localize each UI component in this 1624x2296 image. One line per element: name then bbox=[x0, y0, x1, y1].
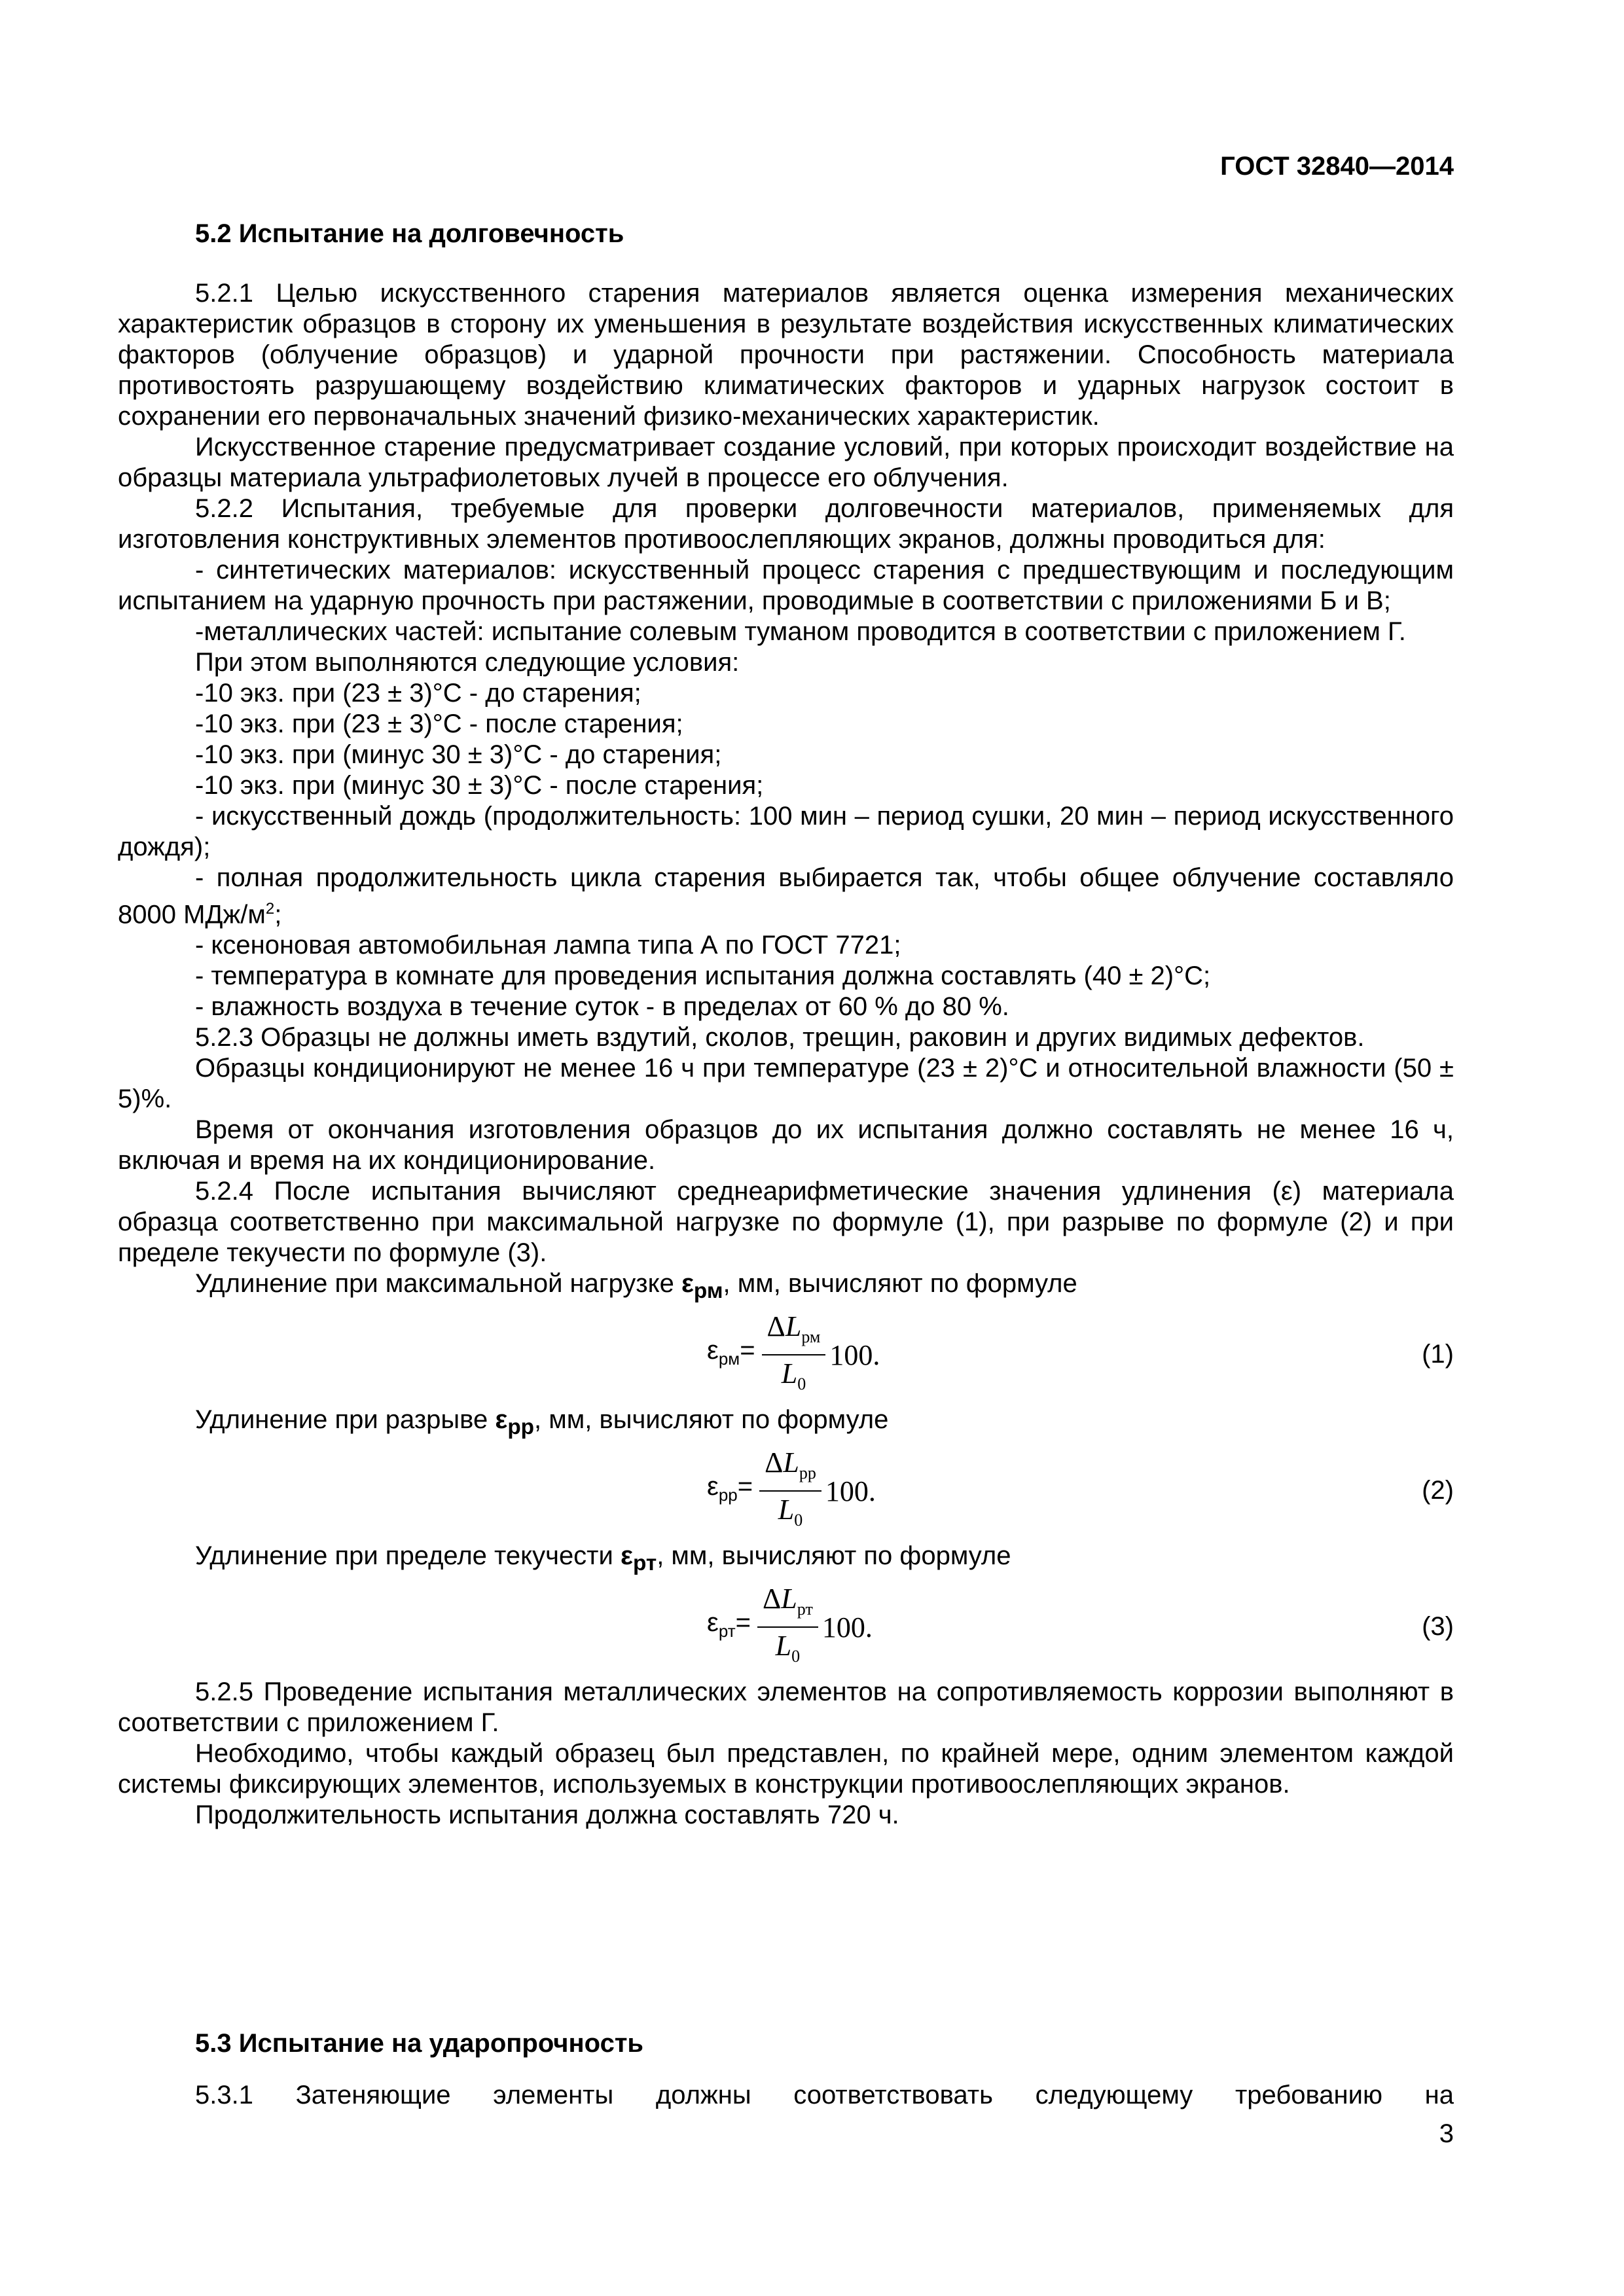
lhs-subscript: рр bbox=[718, 1485, 738, 1505]
paragraph: Время от окончания изготовления образцов до их испытания должно составлять не менее 16 ч, включая и время на их кондиционирование. bbox=[118, 1115, 1454, 1175]
symbol: ε bbox=[495, 1405, 508, 1435]
paragraph: Продолжительность испытания должна составлять 720 ч. bbox=[195, 1801, 899, 1830]
list-item: -10 экз. при (минус 30 ± 3)°С - до старения; bbox=[195, 740, 722, 769]
section-title-5-3: 5.3 Испытание на ударопрочность bbox=[195, 2029, 643, 2058]
numerator bbox=[762, 1311, 826, 1355]
variable: L bbox=[783, 1446, 799, 1479]
text: - полная продолжительность цикла старения выбирается так, чтобы общее облучение составляло 8000 МДж/м bbox=[118, 863, 1454, 929]
subscript: 0 bbox=[797, 1374, 806, 1394]
period: . bbox=[873, 1338, 880, 1371]
paragraph-5-2-3: 5.2.3 Образцы не должны иметь вздутий, сколов, трещин, раковин и других видимых дефектов. bbox=[195, 1023, 1365, 1052]
variable: L bbox=[785, 1310, 802, 1342]
denominator bbox=[776, 1628, 800, 1672]
variable: L bbox=[775, 1630, 792, 1662]
document-code: ГОСТ 32840—2014 bbox=[1220, 152, 1454, 181]
denominator bbox=[782, 1355, 806, 1399]
list-item: -10 экз. при (23 ± 3)°С - после старения; bbox=[195, 709, 683, 738]
formula-intro bbox=[118, 1405, 1454, 1443]
symbol: ε bbox=[681, 1269, 694, 1299]
paragraph: Искусственное старение предусматривает создание условий, при которых происходит воздействие на образцы материала ультрафиолетовых лучей в процессе его облучения. bbox=[118, 433, 1454, 492]
formula-number: (1) bbox=[1422, 1340, 1454, 1369]
equals-sign: = bbox=[737, 1472, 753, 1501]
subscript: рм bbox=[801, 1327, 821, 1346]
lhs-symbol: ε bbox=[707, 1472, 719, 1501]
variable: L bbox=[781, 1582, 797, 1615]
formula-intro bbox=[118, 1268, 1454, 1306]
variable: L bbox=[781, 1357, 798, 1390]
paragraph-5-2-2: 5.2.2 Испытания, требуемые для проверки долговечности материалов, применяемых для изготовления конструктивных элементов противоослепляющих экранов, должны проводиться для: bbox=[118, 494, 1454, 554]
page-number: 3 bbox=[1439, 2119, 1454, 2148]
list-item: - температура в комнате для проведения испытания должна составлять (40 ± 2)°С; bbox=[195, 961, 1211, 991]
formula-expression bbox=[707, 1310, 880, 1394]
symbol-subscript: рм bbox=[693, 1279, 723, 1304]
list-item: - ксеноновая автомобильная лампа типа А по ГОСТ 7721; bbox=[195, 931, 901, 960]
text: ; bbox=[274, 900, 282, 929]
formula-expression bbox=[707, 1446, 876, 1530]
paragraph-5-3-1: 5.3.1 Затеняющие элементы должны соответствовать следующему требованию на bbox=[195, 2081, 1454, 2109]
delta: Δ bbox=[765, 1446, 784, 1479]
text: , мм, вычисляют по формуле bbox=[723, 1269, 1077, 1299]
paragraph-5-2-4: 5.2.4 После испытания вычисляют среднеарифметические значения удлинения (ε) материала образца соответственно при максимальной нагрузке по формуле (1), при разрыве по формуле (2) и при пределе текучести по формуле (3). bbox=[118, 1177, 1454, 1268]
formula-number: (2) bbox=[1422, 1476, 1454, 1505]
factor: 100 bbox=[829, 1338, 873, 1371]
text: Удлинение при разрыве bbox=[195, 1405, 496, 1435]
list-item: -10 экз. при (минус 30 ± 3)°С - после старения; bbox=[195, 771, 764, 800]
delta: Δ bbox=[763, 1582, 782, 1615]
lhs-symbol: ε bbox=[707, 1608, 719, 1638]
numerator bbox=[757, 1583, 818, 1627]
text: , мм, вычисляют по формуле bbox=[534, 1405, 889, 1435]
formula-lhs bbox=[707, 1335, 755, 1374]
symbol: ε bbox=[620, 1541, 633, 1571]
text: Удлинение при пределе текучести bbox=[195, 1541, 621, 1571]
equals-sign: = bbox=[740, 1336, 755, 1365]
factor: 100 bbox=[825, 1475, 869, 1507]
denominator bbox=[778, 1492, 803, 1535]
body-text-block bbox=[118, 2080, 1454, 2111]
list-item: - влажность воздуха в течение суток - в пределах от 60 % до 80 %. bbox=[195, 992, 1009, 1022]
subscript: 0 bbox=[791, 1647, 801, 1666]
formula-lhs bbox=[707, 1471, 753, 1511]
formula-number: (3) bbox=[1422, 1612, 1454, 1641]
factor: 100 bbox=[821, 1611, 865, 1643]
lhs-symbol: ε bbox=[707, 1336, 719, 1365]
period: . bbox=[868, 1475, 876, 1507]
text: Удлинение при максимальной нагрузке bbox=[195, 1269, 681, 1299]
equals-sign: = bbox=[735, 1608, 751, 1638]
formula-2 bbox=[118, 1446, 1454, 1530]
list-item: - синтетических материалов: искусственный процесс старения с предшествующим и последующим испытанием на ударную прочность при растяжении, проводимые в соответствии с приложениями Б и В; bbox=[118, 556, 1454, 615]
paragraph-5-2-1: 5.2.1 Целью искусственного старения материалов является оценка измерения механических характеристик образцов в сторону их уменьшения в результате воздействия искусственных климатических факторов (облучение образцов) и ударной прочности при растяжении. Способность материала противостоять разрушающему воздействию климатических факторов и ударных нагрузок состоит в сохранении его первоначальных значений физико-механических характеристик. bbox=[118, 279, 1454, 431]
formula-1 bbox=[118, 1310, 1454, 1394]
subscript: рр bbox=[799, 1463, 816, 1482]
period: . bbox=[865, 1611, 873, 1643]
lhs-subscript: рм bbox=[718, 1349, 740, 1369]
symbol-subscript: рр bbox=[507, 1415, 535, 1440]
list-item: - искусственный дождь (продолжительность: 100 мин – период сушки, 20 мин – период искусственного дождя); bbox=[118, 802, 1454, 861]
numerator bbox=[759, 1447, 821, 1491]
section-title-5-2: 5.2 Испытание на долговечность bbox=[195, 219, 624, 248]
lhs-subscript: рт bbox=[718, 1621, 736, 1641]
fraction bbox=[762, 1311, 826, 1400]
subscript: рт bbox=[797, 1599, 813, 1619]
delta: Δ bbox=[767, 1310, 785, 1342]
formula-3 bbox=[118, 1582, 1454, 1666]
superscript: 2 bbox=[265, 900, 275, 918]
paragraph: Необходимо, чтобы каждый образец был представлен, по крайней мере, одним элементом каждой системы фиксирующих элементов, используемых в конструкции противоослепляющих экранов. bbox=[118, 1739, 1454, 1799]
paragraph-5-2-5: 5.2.5 Проведение испытания металлических элементов на сопротивляемость коррозии выполняют в соответствии с приложением Г. bbox=[118, 1677, 1454, 1738]
formula-expression bbox=[707, 1582, 873, 1666]
list-item: -10 экз. при (23 ± 3)°С - до старения; bbox=[195, 679, 641, 708]
paragraph: При этом выполняются следующие условия: bbox=[195, 648, 740, 677]
symbol-subscript: рт bbox=[632, 1551, 657, 1576]
variable: L bbox=[778, 1494, 795, 1526]
list-item: -металлических частей: испытание солевым туманом проводится в соответствии с приложением Г. bbox=[195, 617, 1406, 646]
fraction bbox=[759, 1447, 821, 1536]
text: , мм, вычисляют по формуле bbox=[657, 1541, 1011, 1571]
subscript: 0 bbox=[794, 1511, 803, 1530]
formula-lhs bbox=[707, 1607, 751, 1647]
formula-intro bbox=[118, 1541, 1454, 1579]
body-text-block bbox=[118, 278, 1454, 1831]
paragraph: Образцы кондиционируют не менее 16 ч при температуре (23 ± 2)°С и относительной влажности (50 ± 5)%. bbox=[118, 1054, 1454, 1114]
list-item bbox=[118, 863, 1454, 930]
fraction bbox=[757, 1583, 818, 1672]
